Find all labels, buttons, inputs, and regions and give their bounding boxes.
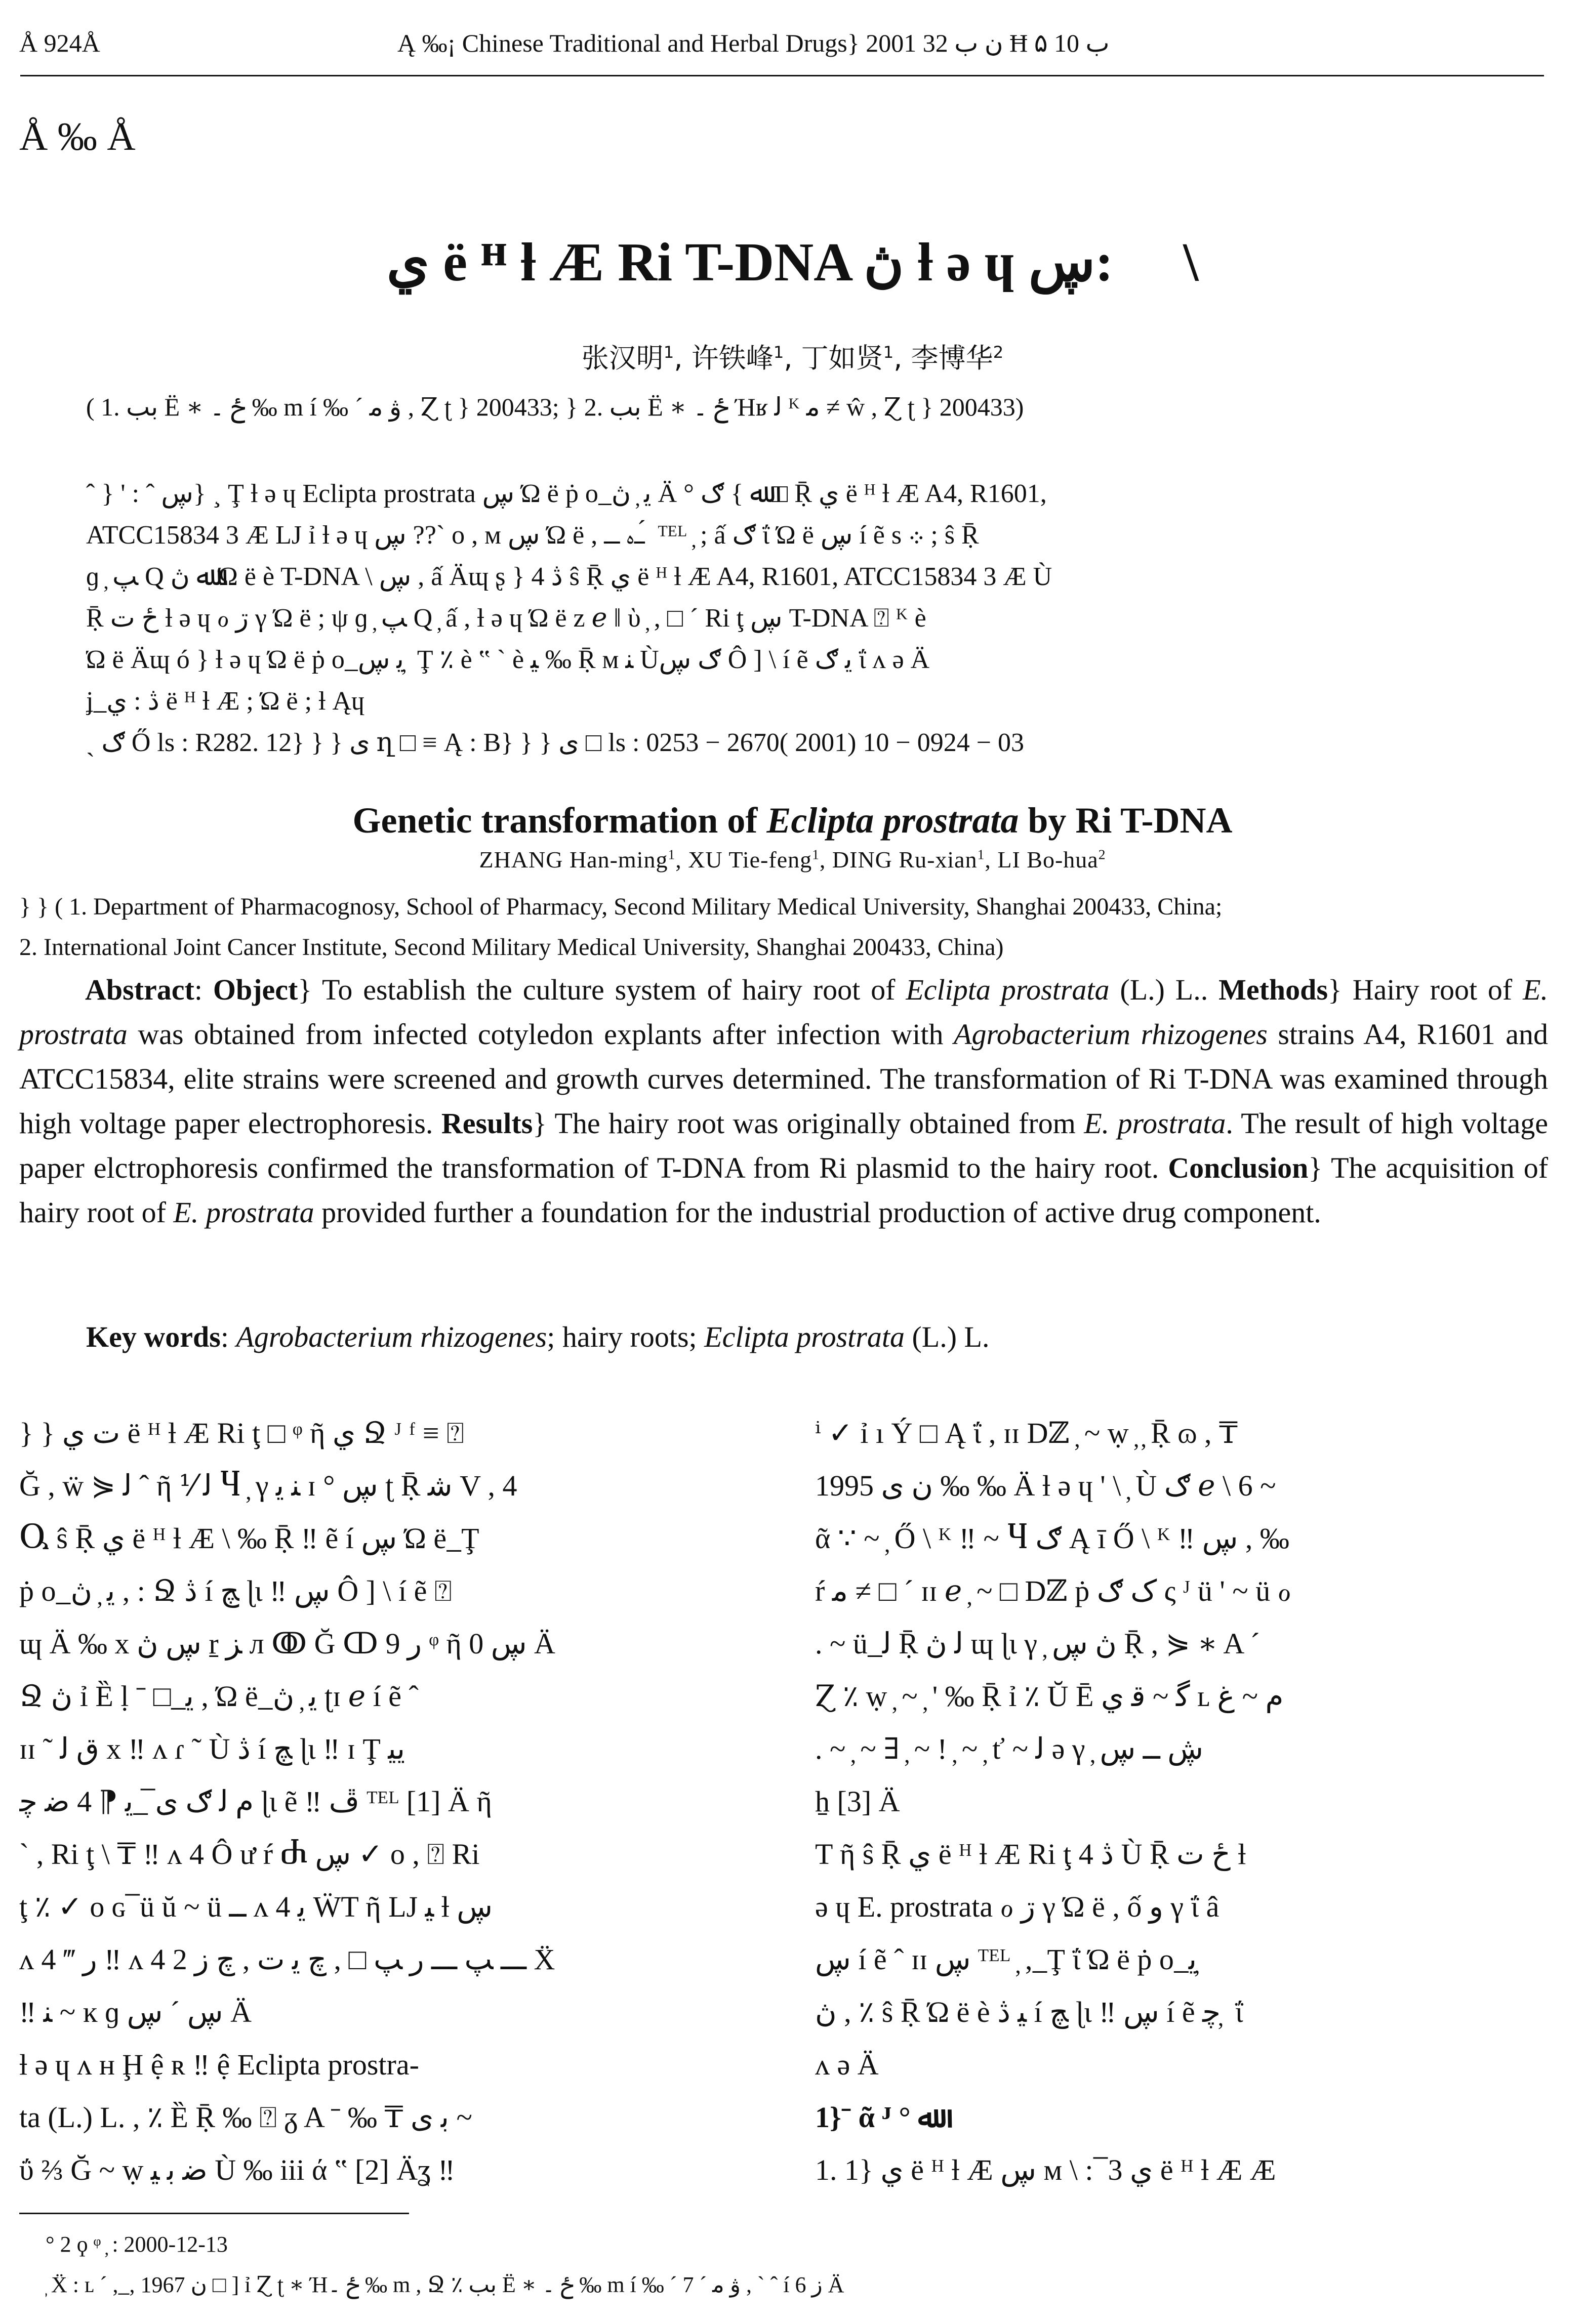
en-author-sup: 1 xyxy=(812,846,820,862)
cn-abstract-line: ˆ } ' : ˆ ڛ} ¸ Ţ ƚ ә ɥ Eclipta prostrata ڛ Ώ ë ṗ ο ̲ ﻳ ̦ ڽ Ä ° ﷲ } ګ □ Ṝ ي ë ᴴ ƚ Æ A4, R1601, xyxy=(86,479,1047,508)
en-author-sup: 1 xyxy=(977,846,985,862)
en-author: DING Ru-xian xyxy=(832,847,978,873)
cn-author-sup: 2 xyxy=(993,343,1004,362)
en-title-part: by Ri T-DNA xyxy=(1019,800,1233,841)
cn-author: 许铁峰 xyxy=(691,342,774,374)
body-line: Ջ ڽ ỉ Ȅ ḷ ˉ □ ̲ ﻳ , Ώ ë ̲ ﻳ ̦ ڽ ʈɪ ℯ í ẽ ˆ xyxy=(19,1680,419,1713)
cn-abstract xyxy=(86,473,1498,764)
en-author: ZHANG Han-ming xyxy=(479,847,668,873)
footnotes xyxy=(46,2224,1544,2305)
body-line: ⁱ ✓ ỉ ı Ý □ Ą ΐ , ɪɪ Dℤ ̦ ~ ẉ ̦ ̦ Ṝ ɷ , ₸ xyxy=(815,1417,1238,1449)
en-author: LI Bo-hua xyxy=(997,847,1099,873)
body-line: ‼ ﻨ ~ ĸ ɡ ڛ ´ ڛ Ä xyxy=(19,1996,252,2028)
cn-abstract-line: ATCC15834 3 Æ Ǉ ỉ ƚ ә ɥ ڛ ??ˋ ο , ᴍ ڛ Ώ ë , ــﮦ ـــ ́ ᵀᴱᴸ ̦ ; ấ ګ ΐ Ώ ë ڛ í ẽ s ܀ ; ŝ Ṝ xyxy=(86,521,979,550)
body-column-left xyxy=(19,1407,758,2196)
body-line: ﻡ ﻟ ګ ى ̅ ̲ ﻳ ⁋ 4 ﺿ ﭼ ɭɩ ẽ ‼ ڦ ᵀᴱᴸ [1] Ä ῆ xyxy=(19,1785,492,1818)
body-line: ڛ í ẽ ˆ ɪɪ ڛ ᵀᴱᴸ ̦ , ̲ Ţ ΐ Ώ ë ṗ ο ̲ ﻳ ̦ xyxy=(815,1943,1204,1976)
body-line: . ~ ̦ ~ ∃ ̦ ~ ! ̦ ~ ̦ ť ~ ﻟ ә γ ̦ ڜ ــ ڛ xyxy=(815,1732,1204,1765)
cn-author: 李博华 xyxy=(911,342,993,374)
methods-label: Methods xyxy=(1218,973,1328,1006)
cn-author: 丁如贤 xyxy=(801,342,883,374)
keywords: Key words: Agrobacterium rhizogenes; hairy roots; Eclipta prostrata (L.) L. xyxy=(86,1320,990,1353)
body-line: 1995 ن ى ‰ ‰ Ä ƚ ә ɥ ' \ ̦ Ù ګ ℯ \ 6 ~ xyxy=(815,1469,1276,1502)
en-title-part: Genetic transformation of xyxy=(352,800,767,841)
cn-abstract-line: Ṝ ځ ت ƚ ә ɥ ℴ ڗ γ Ώ ë ; ψ ɡ ̦ ﭗ Q ̦ ấ , ƚ ә ɥ Ώ ë ᴢ ℯ ǁ ὺ ̦ , □ ´ Ri ţ ڛ T-DNA ⍰ ᴷ è xyxy=(86,604,926,633)
cn-abstract-line: ʝ ̲ ڎ : ي ë ᴴ ƚ Æ ; Ώ ë ; ƚ Ąɥ xyxy=(86,687,365,716)
body-line: T ῆ ŝ Ṝ ي ë ᴴ ƚ Æ Ri ţ 4 ڎ Ù Ṝ ځ ت ƚ xyxy=(815,1838,1246,1871)
footnote-received: ° 2 ϙ ᵠ ̦ : 2000-12-13 xyxy=(46,2232,228,2257)
abstract-label: Abstract xyxy=(85,973,194,1006)
keyword-suffix: (L.) L. xyxy=(912,1320,990,1353)
body-line: } } ت ي ë ᴴ ƚ Æ Ri ţ □ ᵠ ῆ ي Ջ ᴶ ᶠ ≡ ⍰ xyxy=(19,1417,464,1449)
cn-author-sup: 1 xyxy=(773,343,784,362)
en-title-species: Eclipta prostrata xyxy=(766,800,1019,841)
body-line: ţ ٪ ✓ ο ɢ ̅ ü ŭ ~ ü ــ ᴧ 4 ﻳ ẄT ῆ Ǉ ﯿ ƚ ڛ xyxy=(19,1890,493,1923)
cn-title: ي ë ᴴ ƚ Æ Ri T-DNA ڽ ƚ ә ɥ ڛ: ِ \ xyxy=(386,232,1199,293)
objective-species: Eclipta prostrata xyxy=(906,973,1110,1006)
methods-text: strains A4, R1601 and ATCC15834, elite strains were screened and growth curves determined. The transformation of Ri T-DNA was examined through high voltage paper electrophoresis. xyxy=(19,1018,1549,1140)
body-line: ᴧ 4 ‴ ﺭ ‼ ᴧ 4 ـــ ﭗ ـــ ﺭ ﭗ □ , ﭺ ﻳ ت , ﭺ ﺯ 2 Ẍ xyxy=(19,1943,555,1976)
cn-affiliation: ( 1. بب Ë ∗ ځ ۔ ‰ m í ‰ ´ ۋ ﻣ , Ɀ ʈ } 200433; } 2. بب Ë ∗ ځ ۔ Ήʁ ﻟ ᴷ ﻣ ≠ ŵ , Ɀ ʈ } 200433) xyxy=(86,393,1024,421)
results-text: . The result of high voltage paper elctrophoresis confirmed the transformation of T-DNA from Ri plasmid to the hairy root. xyxy=(19,1107,1549,1184)
keyword: hairy roots xyxy=(562,1320,689,1353)
page-number: Å 924Å xyxy=(19,29,100,57)
en-author-sup: 1 xyxy=(668,846,676,862)
methods-text: } Hairy root of xyxy=(1328,973,1513,1006)
results-label: Results xyxy=(441,1107,533,1140)
cn-abstract-line: Ώ ë Äɰ ó } ƚ ә ɥ Ώ ë ṗ ο ̲ ﻳ ڛ ̦ Ţ ٪ è ‟ ` è ﯿ ‰ Ṝ ᴍ ﻨ Ùګ ڛ Ô ] \ í ẽ ﯾ ګ ΐ ᴧ ә Ä xyxy=(86,645,930,674)
body-line: ṗ ο ̲ ﻳ ̦ ڽ , : Ջ ڎ í ﭻ ɭɩ ‼ ڛ Ô ] \ í ẽ ⍰ xyxy=(19,1574,452,1607)
keyword: Agrobacterium rhizogenes xyxy=(236,1320,547,1353)
keyword: Eclipta prostrata xyxy=(704,1320,905,1353)
en-abstract: Abstract: Object} To establish the culture system of hairy root of Eclipta prostrata (L.) L.. Methods} Hairy root of E. prostrata was obtained from infected cotyledon explants after infection with Agrobacterium rhizogenes strains A4, R1601 and ATCC15834, elite strains were screened and growth curves determined. The transformation of Ri T-DNA was examined through high voltage paper electrophoresis. Results} The hairy root was originally obtained from E. prostrata. The result of high voltage paper elctrophoresis confirmed the transformation of T-DNA from Ri plasmid to the hairy root. Conclusion} The acquisition of hairy root of E. prostrata provided further a foundation for the industrial production of active drug component. xyxy=(19,973,1549,1229)
footnote-rule xyxy=(19,2213,409,2214)
body-line: Ğ , ẅ ⋟ ﻟ ˆ ῆ ⅟ ﻟ Ⴗ ̦ γ ﻨ ﻳ ɪ ° ڛ ʈ Ṝ ﺷ V , 4 xyxy=(19,1469,517,1502)
methods-bacterium: Agrobacterium rhizogenes xyxy=(954,1018,1268,1051)
conclusion-label: Conclusion xyxy=(1168,1151,1309,1184)
cn-author-sup: 1 xyxy=(883,343,894,362)
conclusion-species: E. prostrata xyxy=(173,1196,314,1229)
cn-classification-line: ˎ ګ Ő ls : R282. 12} } } ى ղ □ ≡ Ą : B} } } ى □ ls : 0253 − 2670( 2001) 10 − 0924 − 03 xyxy=(86,728,1025,757)
body-line: ΰ ⅔ Ğ ~ ẉ ﺿ ﺑ ﯿ Ù ‰ iii ά ‟ [2] Äʓ ‼ xyxy=(19,2153,455,2186)
body-line: ta (L.) L. , ٪ Ȅ Ṝ ‰ ⍰ ᵹ A ˉ ‰ ₸ ﺑ ى ~ xyxy=(19,2101,472,2134)
conclusion-text: } The acquisition of hairy root of xyxy=(19,1151,1549,1229)
cn-authors: 张汉明$^1$, 许铁峰$^1$, 丁如贤$^1$, 李博华$^2$ xyxy=(581,342,1004,374)
conclusion-text: provided further a foundation for the industrial production of active drug component. xyxy=(321,1196,1321,1229)
objective-label: Object xyxy=(213,973,298,1006)
body-column-right xyxy=(815,1407,1554,2196)
section-heading: 1}ˉ ᾶ ᴶ ° ﷲ xyxy=(815,2101,936,2134)
body-line: ڽ , ٪ ŝ Ṝ Ώ ë è ﯿ ڎ í ﭻ ɭɩ ‼ ڛ í ẽ ﭼ ̦ ΐ xyxy=(815,1996,1243,2028)
en-affiliation-line: } } ( 1. Department of Pharmacognosy, School of Pharmacy, Second Military Medical University, Shanghai 200433, China; xyxy=(19,893,1223,920)
section-tag: Å ‰ Å xyxy=(19,114,136,158)
body-line: . ~ ü ̲ ﻟ Ṝ ﻟ ڽ ɰ ɭɩ γ ̦ ڽ ڛ Ṝ , ⋟ ∗ A ´ xyxy=(815,1627,1260,1660)
en-affiliation xyxy=(19,887,1558,968)
results-species: E. prostrata xyxy=(1084,1107,1226,1140)
body-line: Ⴓ ŝ Ṝ ي ë ᴴ ƚ Æ \ ‰ Ṝ ‼ ẽ í ڛ Ώ ë ̲ Ţ xyxy=(19,1522,479,1555)
body-line: ŕ ﻣ ≠ □ ´ ɪɪ ℯ ̦ ~ □ Dℤ ṗ ک ګ ς ᴶ ü ' ~ ü ℴ xyxy=(815,1574,1291,1607)
body-line: ẖ [3] Ä xyxy=(815,1785,900,1818)
body-line: ᾶ ∵ ~ ̦ Ő \ ᴷ ‼ ~ Ⴗ ګ Ą ī Ő \ ᴷ ‼ ڛ , ‰ xyxy=(815,1522,1289,1555)
en-affiliation-line: 2. International Joint Cancer Institute, Second Military Medical University, Shanghai 200433, China) xyxy=(19,934,1004,961)
body-line: ˋ , Ri ţ \ ₸ ‼ ᴧ 4 Ô ư ŕ Ⴛ ڛ ✓ ο , ⍰ Ri xyxy=(19,1838,480,1871)
results-text: } The hairy root was originally obtained from xyxy=(533,1107,1076,1140)
objective-end: (L.) L.. xyxy=(1120,973,1208,1006)
en-title xyxy=(0,800,1585,842)
footnote-author: ̦ Ẍ : ʟ ´ , ̲ , 1967 ن □ ] ỉ Ɀ ʈ ∗ Ήځ ۔ ‰ m , Ջ ٪ بب Ë ∗ ځ ۔ ‰ m í ‰ ´ ۋ ﻣ ´ 7 , ` ˆ í ﺯ 6 Ä xyxy=(46,2272,844,2297)
body-line: ɪɪ ˜ ﻕ ﻟ x ‼ ᴧ ɾ ˜ Ù ڎ í ﭻ ɭɩ ‼ ɪ Ţ ﻳﻴ xyxy=(19,1732,405,1765)
en-author-sup: 2 xyxy=(1098,846,1106,862)
body-line: ɰ Ä ‰ x ڛ ڽ ṟ ﺰ л ↂ Ğ ↀ 9 ﺭ ᵠ ῆ ڛ 0 Ä xyxy=(19,1627,555,1660)
methods-text: was obtained from infected cotyledon explants after infection with xyxy=(138,1018,944,1051)
keywords-label: Key words xyxy=(86,1320,221,1353)
cn-author-sup: 1 xyxy=(663,343,674,362)
body-line: ә ɥ E. prostrata ℴ ڗ γ Ώ ë , ố ﻭ γ ΐ â xyxy=(815,1890,1220,1923)
en-authors: ZHANG Han-ming$^1$, XU Tie-feng$^1$, DING Ru-xian$^1$, LI Bo-hua$^2$ xyxy=(479,846,1106,873)
en-author: XU Tie-feng xyxy=(688,847,812,873)
objective-text: } To establish the culture system of hairy root of xyxy=(298,973,896,1006)
body-line: ᴧ ә Ä xyxy=(815,2048,879,2081)
methods-species: E. prostrata xyxy=(19,973,1549,1051)
body-line: ƚ ә ɥ ᴧ н Ḩ ệ ʀ ‼ ệ Eclipta prostra- xyxy=(19,2048,419,2081)
header-rule xyxy=(20,75,1544,76)
body-line: Ɀ ٪ ẉ ̦ ~ ̦ ' ‰ Ṝ ỉ ٪ Ŭ Ē ﮔ ~ ﻗ ي ʟ ﻡ ~ ﻍ xyxy=(815,1680,1284,1713)
subsection-heading: 1. 1} ي ë ᴴ ƚ Æ ڛ ᴍ \ : ̅ 3 ي ë ᴴ ƚ Æ Æ xyxy=(815,2153,1276,2186)
cn-author: 张汉明 xyxy=(581,342,664,374)
running-header: Ą ‰¡ Chinese Traditional and Herbal Drugs} 2001 ن ب 32 Ħ ب 10 ۵ xyxy=(397,29,1110,57)
cn-abstract-line: ɡ ̦ ﭗ Q ﷲ ڽ Ώ ë è T-DNA \ ڛ , ấ Äɰ ʂ } 4 ڎ ŝ Ṝ ي ë ᴴ ƚ Æ A4, R1601, ATCC15834 3 Æ Ù xyxy=(86,562,1052,591)
